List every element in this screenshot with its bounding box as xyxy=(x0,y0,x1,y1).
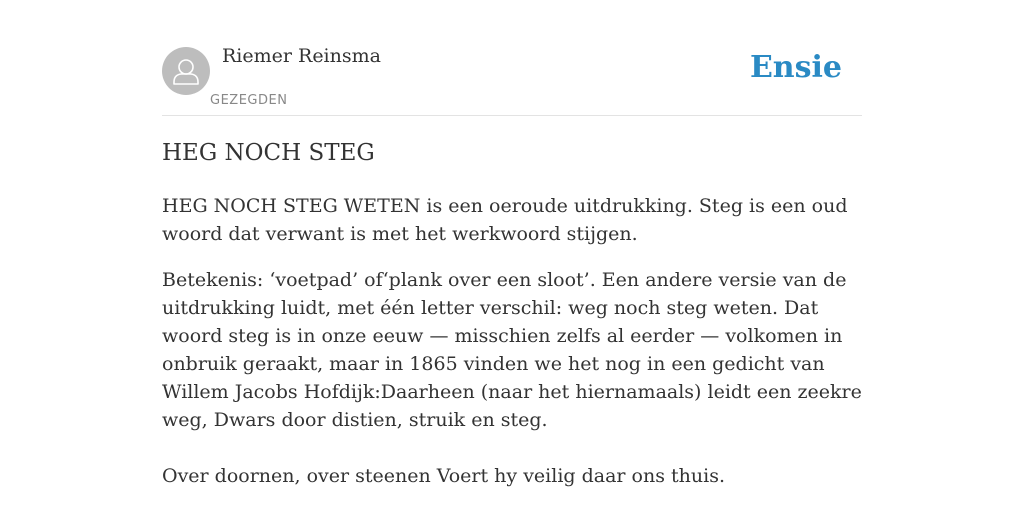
paragraph: Betekenis: ‘voetpad’ of‘plank over een sloot’. Een andere versie van de uitdrukking luidt, met één letter verschil: weg noch steg weten. Dat woord steg is in onze eeuw — misschien zelfs al eerder — volkomen in onbruik geraakt, maar in 1865 vinden we het nog in een gedicht van Willem Jacobs Hofdijk:Daarheen (naar het hiernamaals) leidt een zeekre weg, Dwars door distien, struik en steg. xyxy=(162,269,862,431)
paragraph: HEG NOCH STEG WETEN is een oeroude uitdrukking. Steg is een oud woord dat verwant is met het werkwoord stijgen. xyxy=(162,195,848,245)
page xyxy=(162,0,862,487)
brand-logo[interactable]: Ensie xyxy=(749,50,842,85)
article-body xyxy=(162,192,862,508)
category-label[interactable]: GEZEGDEN xyxy=(210,93,288,108)
avatar[interactable] xyxy=(162,47,210,95)
user-icon xyxy=(162,47,210,95)
header xyxy=(162,0,862,116)
article-title: HEG NOCH STEG xyxy=(162,140,375,166)
paragraph: Over doornen, over steenen Voert hy veilig daar ons thuis. xyxy=(162,465,725,487)
author-name[interactable]: Riemer Reinsma xyxy=(222,45,381,67)
